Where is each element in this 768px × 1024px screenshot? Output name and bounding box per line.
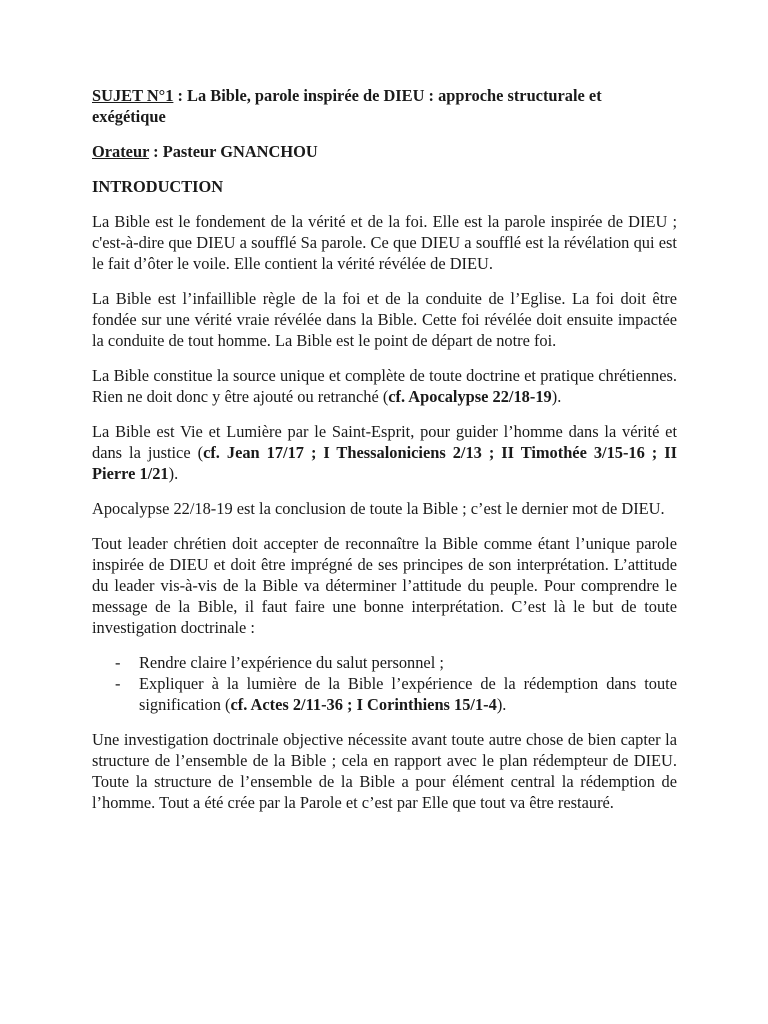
paragraph-4-reference: cf. Jean 17/17 ; I Thessaloniciens 2/13 ; II Timothée 3/15-16 ; II Pierre 1/21 — [92, 443, 677, 483]
list-item — [92, 652, 677, 673]
paragraph-2: La Bible est l’infaillible règle de la foi et de la conduite de l’Eglise. La foi doit être fondée sur une vérité vraie révélée dans la Bible. Cette foi révélée doit ensuite impactée la conduite de tout homme. La Bible est le point de départ de notre foi. — [92, 289, 677, 350]
paragraph-3-text: La Bible constitue la source unique et complète de toute doctrine et pratique chrétiennes. Rien ne doit donc y être ajouté ou retranché ( — [92, 366, 677, 406]
dash-bullet: - — [115, 674, 121, 693]
paragraph-6: Tout leader chrétien doit accepter de reconnaître la Bible comme étant l’unique parole inspirée de DIEU et doit être imprégné de ses principes de son interprétation. L’attitude du leader vis-à-vis de la Bible va déterminer l’attitude du peuple. Pour comprendre le message de la Bible, il faut faire une bonne interprétation. C’est là le but de toute investigation doctrinale : — [92, 534, 677, 637]
paragraph-4 — [92, 421, 677, 484]
dash-list — [92, 652, 677, 715]
paragraph-1: La Bible est le fondement de la vérité et de la foi. Elle est la parole inspirée de DIEU ; c'est-à-dire que DIEU a soufflé Sa parole. Ce que DIEU a soufflé est la révélation qui est le fait d’ôter le voile. Elle contient la vérité révélée de DIEU. — [92, 212, 677, 273]
paragraph-4-end: ). — [168, 464, 179, 483]
subject-heading — [92, 85, 677, 127]
list-item — [92, 673, 677, 715]
dash-bullet: - — [115, 653, 121, 672]
paragraph-7: Une investigation doctrinale objective nécessite avant toute autre chose de bien capter la structure de l’ensemble de la Bible ; cela en rapport avec le plan rédempteur de DIEU. Toute la structure de l’ensemble de la Bible a pour élément central la rédemption de l’homme. Tout a été crée par la Parole et c’est par Elle que tout va être restauré. — [92, 730, 677, 812]
list-item-2-text: Expliquer à la lumière de la Bible l’expérience de la rédemption dans toute signification ( — [139, 674, 677, 714]
paragraph-5: Apocalypse 22/18-19 est la conclusion de toute la Bible ; c’est le dernier mot de DIEU. — [92, 499, 665, 518]
speaker-text: : Pasteur GNANCHOU — [149, 142, 318, 161]
list-item-2-end: ). — [496, 695, 507, 714]
list-item-2-reference: cf. Actes 2/11-36 ; I Corinthiens 15/1-4 — [230, 695, 497, 714]
paragraph-4-text: La Bible est Vie et Lumière par le Saint-Esprit, pour guider l’homme dans la vérité et dans la justice ( — [92, 422, 677, 462]
speaker-label: Orateur — [92, 142, 150, 161]
paragraph-3-end: ). — [551, 387, 562, 406]
paragraph-3-reference: cf. Apocalypse 22/18-19 — [388, 387, 552, 406]
paragraph-3 — [92, 365, 677, 407]
subject-label: SUJET N°1 — [92, 86, 174, 105]
speaker-line — [92, 141, 677, 162]
subject-text: : La Bible, parole inspirée de DIEU : approche structurale et exégétique — [92, 86, 602, 126]
section-title: INTRODUCTION — [92, 177, 224, 196]
list-item-1-text: Rendre claire l’expérience du salut personnel ; — [139, 653, 444, 672]
